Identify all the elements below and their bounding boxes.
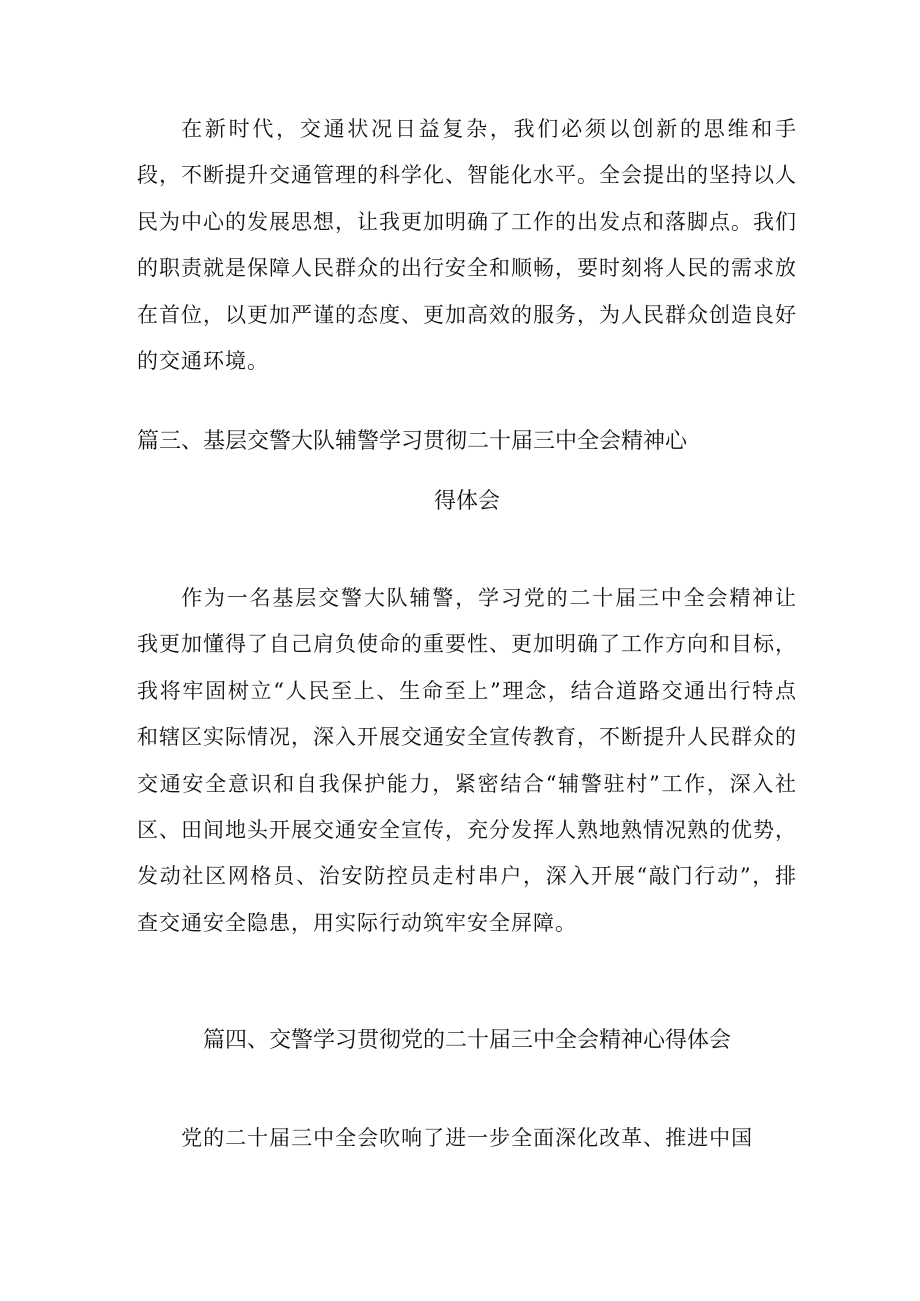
- body-paragraph: 党的二十届三中全会吹响了进一步全面深化改革、推进中国: [181, 1126, 754, 1150]
- body-paragraph: 在新时代，交通状况日益复杂，我们必须以创新的思维和手段，不断提升交通管理的科学化、智能化水平。全会提出的坚持以人民为中心的发展思想，让我更加明确了工作的出发点和落脚点。我们的职责就是保障人民群众的出行安全和顺畅，要时刻将人民的需求放在首位，以更加严谨的态度、更加高效的服务，为人民群众创造良好的交通环境。: [137, 117, 797, 374]
- section-heading-3-line-1: 篇三、基层交警大队辅警学习贯彻二十届三中全会精神心: [137, 429, 688, 454]
- body-paragraph: 作为一名基层交警大队辅警，学习党的二十届三中全会精神让我更加懂得了自己肩负使命的重要性、更加明确了工作方向和目标，我将牢固树立“人民至上、生命至上”理念，结合道路交通出行特点和辖区实际情况，深入开展交通安全宣传教育，不断提升人民群众的交通安全意识和自我保护能力，紧密结合“辅警驻村”工作，深入社区、田间地头开展交通安全宣传，充分发挥人熟地熟情况熟的优势，发动社区网格员、治安防控员走村串户，深入开展“敲门行动”，排查交通安全隐患，用实际行动筑牢安全屏障。: [137, 586, 797, 935]
- section-heading-3-line-2: 得体会: [433, 489, 500, 514]
- section-heading-4: 篇四、交警学习贯彻党的二十届三中全会精神心得体会: [202, 1028, 731, 1053]
- section-heading-3: [137, 412, 797, 532]
